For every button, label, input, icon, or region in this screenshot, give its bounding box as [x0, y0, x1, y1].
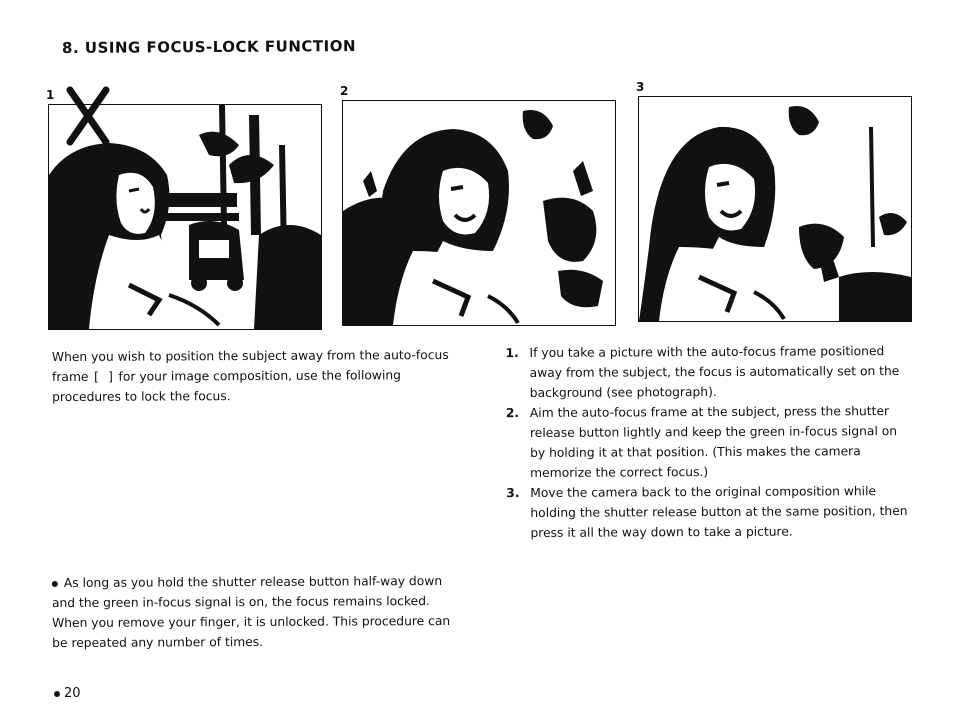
step-item [506, 401, 916, 483]
figure-3-number: 3 [636, 80, 645, 94]
page-number [54, 686, 81, 701]
page-number-value: 20 [64, 686, 81, 701]
bullet-icon [54, 691, 60, 697]
photo-2-lock-focus [342, 100, 616, 326]
wrong-cross-icon [64, 86, 112, 146]
step-text: Aim the auto-focus frame at the subject, press the shutter release button lightly and keep the green in-focus signal on by holding it at that position. (This makes the camera memorize the correct focus.) [529, 404, 898, 480]
step-number: 1. [505, 346, 519, 361]
procedure-steps [505, 341, 916, 543]
step-text: If you take a picture with the auto-focus frame positioned away from the subject, the focus is automatically set on the background (see photograph). [529, 344, 900, 400]
intro-text-after: for your image composition, use the following procedures to lock the focus. [52, 368, 401, 405]
figure-1-number: 1 [46, 88, 55, 102]
intro-paragraph [52, 345, 452, 407]
photo-3-recompose [638, 96, 912, 322]
note-paragraph [52, 571, 452, 653]
auto-focus-frame-icon: [ ] [92, 369, 115, 384]
step-number: 3. [506, 486, 520, 501]
step-text: Move the camera back to the original composition while holding the shutter release button at the same position, then press it all the way down to take a picture. [530, 484, 908, 540]
step-item [505, 341, 915, 403]
figure-2-number: 2 [340, 84, 349, 98]
intro-text-before: When you wish to position the subject away from the auto-focus frame [51, 347, 449, 385]
step-number: 2. [505, 406, 520, 421]
bullet-icon [52, 581, 58, 587]
step-item [506, 481, 916, 543]
note-text: As long as you hold the shutter release button half-way down and the green in-focus signal is on, the focus remains locked. When you remove your finger, it is unlocked. This procedure can be repeated any number of times. [51, 574, 451, 651]
page-title: 8. USING FOCUS-LOCK FUNCTION [61, 36, 357, 58]
